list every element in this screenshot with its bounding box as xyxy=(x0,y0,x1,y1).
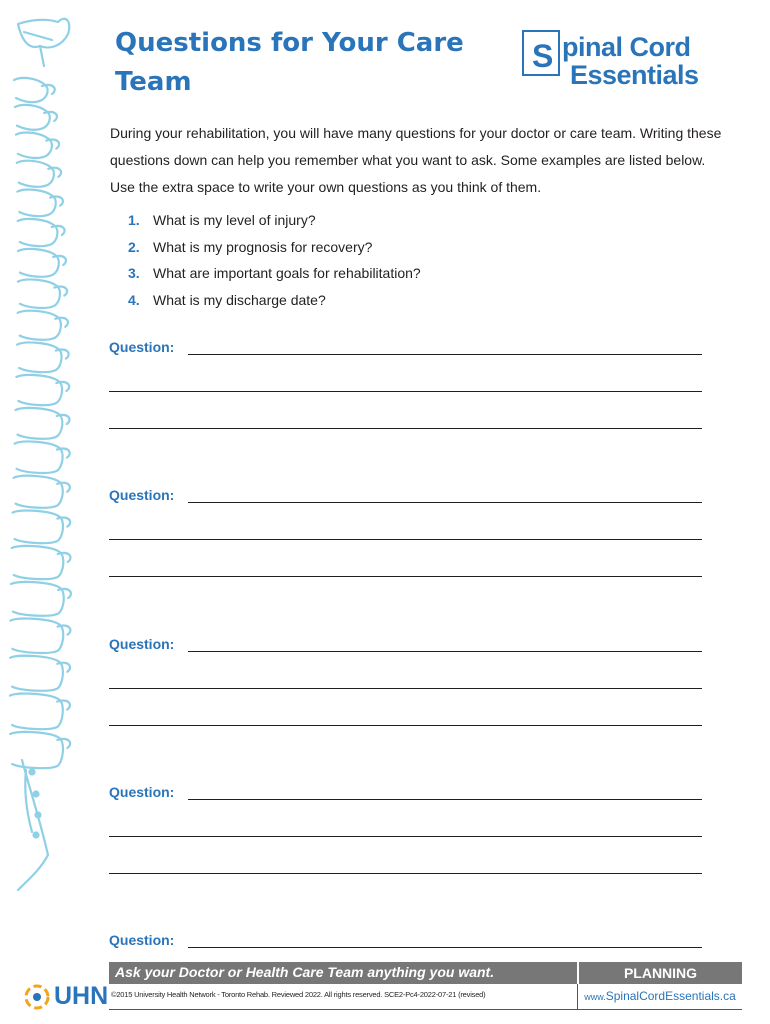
example-number: 4. xyxy=(128,291,140,308)
example-text: What are important goals for rehabilitation? xyxy=(153,265,421,281)
section-label: PLANNING xyxy=(577,962,742,984)
logo-mark xyxy=(522,30,560,76)
logo-line-2: Essentials xyxy=(570,60,699,90)
example-number: 3. xyxy=(128,265,140,281)
write-in-line[interactable] xyxy=(109,836,702,837)
intro-paragraph: During your rehabilitation, you will have many questions for your doctor or care team. Writing these questions down can help you remember what you want to ask. Some examples are listed below. Use the extra space to write your own questions as you think of them. xyxy=(110,125,722,195)
spine-illustration xyxy=(0,0,95,900)
question-block xyxy=(109,339,702,449)
question-block xyxy=(109,636,702,746)
example-questions-list xyxy=(128,207,421,313)
question-block xyxy=(109,487,702,597)
write-in-line[interactable] xyxy=(188,502,702,503)
copyright-text: ©2015 University Health Network - Toronto Rehab. Reviewed 2022. All rights reserved. SCE2-Pc4-2022-07-21 (revised) xyxy=(111,990,486,999)
spinal-cord-essentials-logo xyxy=(522,28,727,90)
example-question xyxy=(128,234,421,261)
website-domain: SpinalCordEssentials.ca xyxy=(605,989,736,1003)
example-question xyxy=(128,207,421,234)
example-text: What is my prognosis for recovery? xyxy=(153,238,373,255)
question-label: Question: xyxy=(109,339,175,355)
question-block xyxy=(109,932,702,952)
write-in-line[interactable] xyxy=(188,799,702,800)
website-link[interactable] xyxy=(577,984,742,1009)
question-block xyxy=(109,784,702,894)
question-label: Question: xyxy=(109,784,175,800)
uhn-logo-text: UHN xyxy=(54,982,109,1010)
example-question xyxy=(128,287,421,314)
logo-line-1: pinal Cord xyxy=(562,32,691,62)
question-label: Question: xyxy=(109,487,175,503)
website-prefix: www. xyxy=(584,992,606,1002)
write-in-line[interactable] xyxy=(109,428,702,429)
page-title: Questions for Your Care Team xyxy=(115,28,464,97)
footer-tagline: Ask your Doctor or Health Care Team anything you want. xyxy=(115,964,495,980)
write-in-line[interactable] xyxy=(109,391,702,392)
example-text: What is my level of injury? xyxy=(153,212,316,228)
logo-initial: S xyxy=(532,38,554,74)
write-in-line[interactable] xyxy=(109,539,702,540)
write-in-line[interactable] xyxy=(188,651,702,652)
footer-banner xyxy=(109,962,742,984)
footer-info xyxy=(109,984,742,1010)
question-label: Question: xyxy=(109,636,175,652)
write-in-line[interactable] xyxy=(188,354,702,355)
example-number: 2. xyxy=(128,238,140,255)
uhn-mark-icon xyxy=(24,984,50,1010)
write-in-line[interactable] xyxy=(188,947,702,948)
example-number: 1. xyxy=(128,212,140,228)
write-in-line[interactable] xyxy=(109,725,702,726)
example-question xyxy=(128,260,421,287)
write-in-line[interactable] xyxy=(109,873,702,874)
write-in-line[interactable] xyxy=(109,688,702,689)
question-label: Question: xyxy=(109,932,175,948)
write-in-line[interactable] xyxy=(109,576,702,577)
example-text: What is my discharge date? xyxy=(153,291,326,308)
uhn-logo xyxy=(24,980,109,1010)
